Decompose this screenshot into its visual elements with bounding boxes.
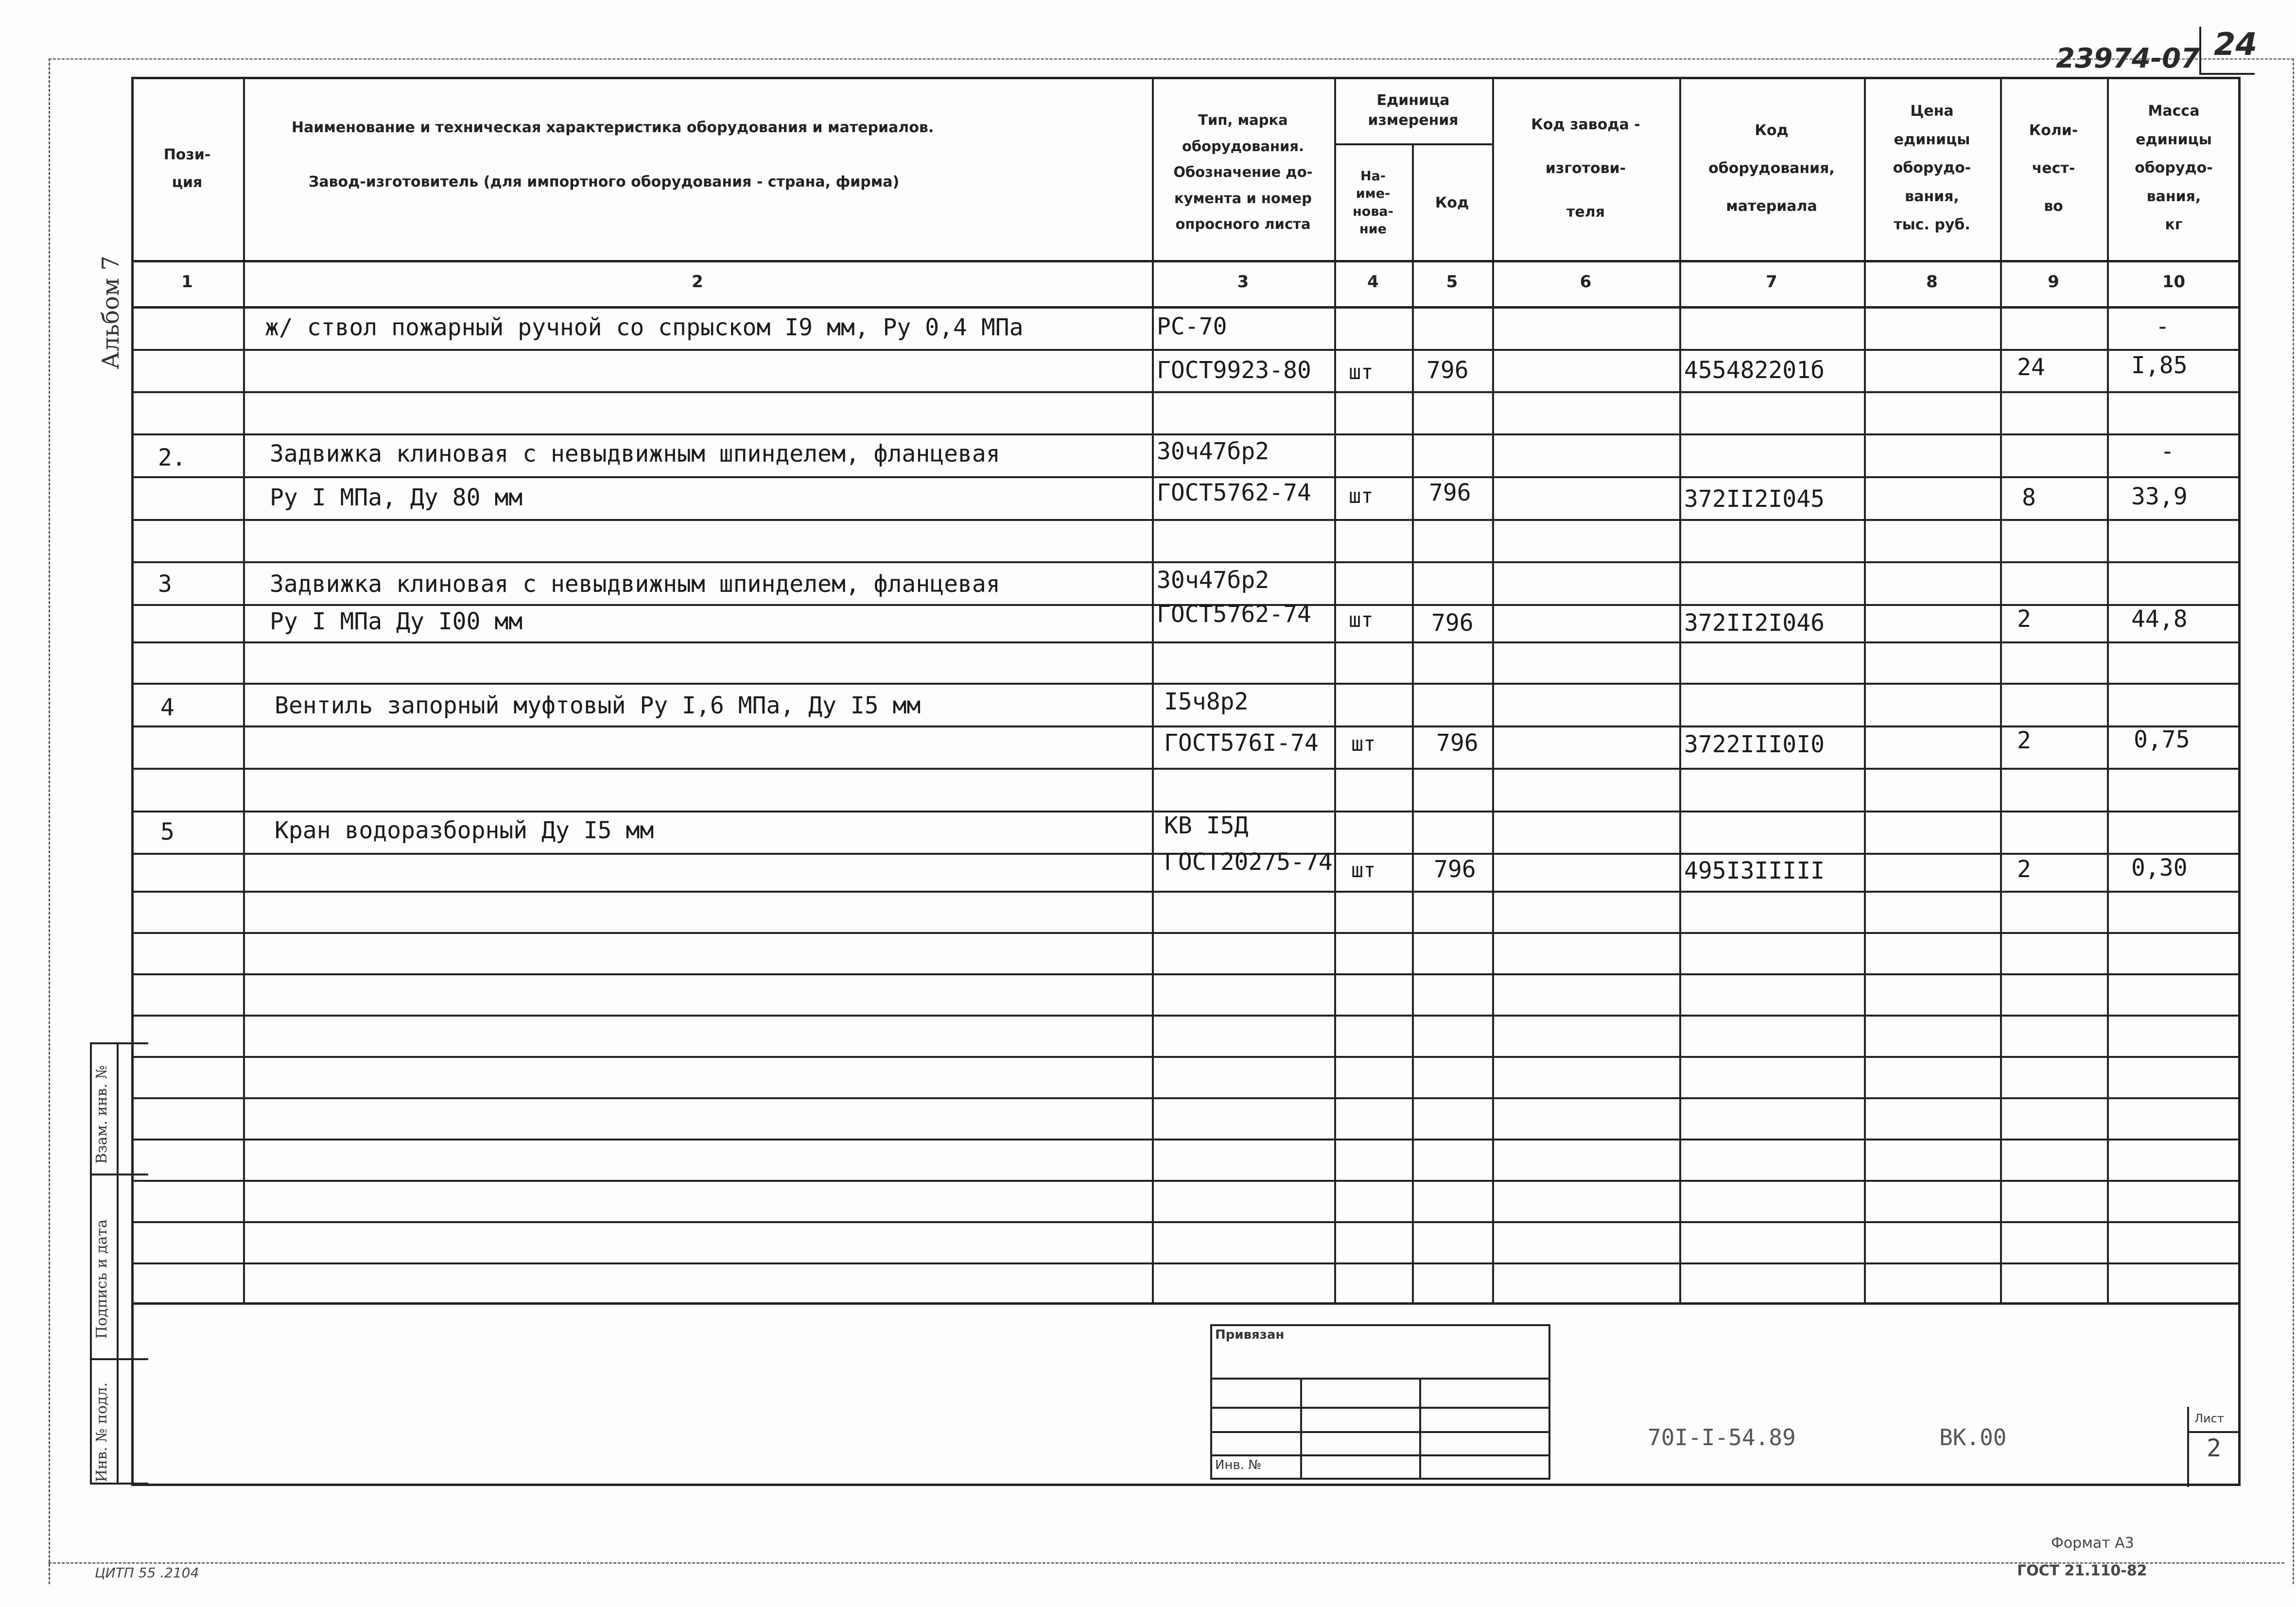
sheet-number: 2 — [2207, 1434, 2222, 1462]
row-unit-code: 796 — [1426, 357, 1469, 384]
header-name-line2: Завод-изготовитель (для импортного оборудования - страна, фирма) — [309, 173, 900, 190]
column-number-3: 3 — [1237, 272, 1249, 292]
col-line-9 — [2107, 77, 2109, 1304]
row-rule — [131, 641, 2241, 643]
privyazan-rule — [1210, 1407, 1550, 1409]
row-rule — [131, 891, 2241, 893]
header-name-line1: Наименование и техническая характеристика оборудования и материалов. — [292, 119, 934, 136]
row-quantity: 8 — [2022, 484, 2036, 511]
row-rule — [131, 1180, 2241, 1182]
header-equipment-code: Код оборудования, материала — [1708, 121, 1835, 215]
document-number: 70I-I-54.89 — [1648, 1424, 1796, 1451]
row-type: ГОСТ5762-74 — [1157, 601, 1311, 628]
row-item-name: Вентиль запорный муфтовый Ру I,6 МПа, Ду I5 мм — [275, 692, 921, 719]
sheet-box-rule — [2187, 1431, 2241, 1433]
column-number-5: 5 — [1446, 272, 1458, 292]
row-quantity: 2 — [2017, 856, 2031, 883]
row-unit-code: 796 — [1436, 729, 1478, 757]
row-type: 30ч47бр2 — [1157, 438, 1270, 465]
row-rule — [131, 433, 2241, 435]
row-equipment-code: 495I3IIIII — [1684, 857, 1825, 884]
row-rule — [131, 768, 2241, 770]
row-type: РС-70 — [1157, 313, 1227, 340]
row-item-name: Кран водоразборный Ду I5 мм — [275, 817, 654, 844]
row-position: 2. — [158, 444, 186, 471]
column-number-8: 8 — [1926, 272, 1938, 292]
privyazan-rule — [1210, 1378, 1550, 1380]
col-line-2 — [1152, 77, 1154, 1304]
row-unit: шт — [1351, 732, 1376, 756]
row-mass: I,85 — [2131, 352, 2188, 379]
sheet-box-divider — [2187, 1407, 2189, 1487]
header-unit-price: Цена единицы оборудо- вания, тыс. руб. — [1893, 103, 1971, 234]
row-position: 5 — [160, 818, 174, 846]
row-rule — [131, 519, 2241, 521]
col-line-7 — [1864, 77, 1866, 1304]
row-item-name: Задвижка клиновая с невыдвижным шпинделем, фланцевая — [270, 570, 1000, 598]
row-item-name: Ру I МПа Ду I00 мм — [270, 608, 523, 635]
row-position: 3 — [158, 570, 172, 598]
inventory-number-label: Инв. № — [1215, 1458, 1262, 1472]
row-item-name: ж/ ствол пожарный ручной со спрыском I9 мм, Ру 0,4 МПа — [265, 314, 1024, 341]
row-unit: шт — [1349, 484, 1374, 508]
column-number-4: 4 — [1367, 272, 1379, 292]
original-inventory-label: Инв. № подл. — [93, 1382, 110, 1482]
row-type: I5ч8р2 — [1164, 688, 1249, 715]
row-mass: - — [2160, 438, 2174, 465]
row-quantity: 2 — [2017, 727, 2031, 754]
col-line-1 — [243, 77, 245, 1304]
row-quantity: 24 — [2017, 354, 2045, 381]
row-item-name: Задвижка клиновая с невыдвижным шпинделем, фланцевая — [270, 440, 1000, 467]
privyazan-rule — [1210, 1431, 1550, 1433]
footer-format: Формат А3 — [2051, 1535, 2134, 1552]
row-type: ГОСТ5762-74 — [1157, 479, 1311, 506]
column-number-10: 10 — [2162, 272, 2186, 292]
row-mass: 44,8 — [2131, 605, 2188, 633]
header-position: Пози- ция — [163, 146, 211, 191]
row-mass: 0,30 — [2131, 854, 2188, 881]
archive-number: 23974-07 — [2056, 43, 2200, 74]
row-rule — [131, 391, 2241, 393]
row-item-name: Ру I МПа, Ду 80 мм — [270, 484, 523, 511]
column-number-1: 1 — [181, 272, 193, 292]
header-unit-name: На- име- нова- ние — [1353, 168, 1393, 237]
row-rule — [131, 1262, 2241, 1264]
header-unit-code: Код — [1435, 194, 1469, 211]
row-rule — [131, 726, 2241, 727]
left-stamp-rule — [90, 1174, 148, 1175]
row-mass: 0,75 — [2134, 726, 2190, 753]
column-number-6: 6 — [1580, 272, 1592, 292]
row-rule — [131, 1015, 2241, 1017]
privyazan-rule — [1210, 1454, 1550, 1456]
corner-number: 24 — [2214, 27, 2258, 63]
col-line-5 — [1492, 77, 1494, 1304]
privyazan-divider — [1300, 1378, 1302, 1480]
row-rule — [131, 476, 2241, 478]
col-line-3 — [1334, 77, 1336, 1304]
row-mass: - — [2156, 313, 2170, 340]
header-plant-code: Код завода - изготови- теля — [1531, 116, 1640, 221]
row-equipment-code: 372II2I046 — [1684, 609, 1825, 637]
row-equipment-code: 372II2I045 — [1684, 485, 1825, 513]
document-section: ВК.00 — [1939, 1424, 2007, 1451]
row-unit: шт — [1349, 608, 1374, 632]
left-stamp-divider — [117, 1042, 119, 1485]
row-unit: шт — [1349, 360, 1374, 384]
row-rule — [131, 349, 2241, 351]
row-mass: 33,9 — [2131, 483, 2188, 510]
album-label: Альбом 7 — [97, 256, 124, 369]
row-type: ГОСТ576I-74 — [1164, 729, 1319, 757]
privyazan-divider — [1419, 1378, 1421, 1480]
row-rule — [131, 1056, 2241, 1058]
row-rule — [131, 1139, 2241, 1140]
row-rule — [131, 561, 2241, 563]
column-number-9: 9 — [2048, 272, 2059, 292]
header-bottom-rule — [131, 260, 2241, 262]
signature-date-label: Подпись и дата — [93, 1219, 110, 1339]
col-line-6 — [1679, 77, 1681, 1304]
sheet-label: Лист — [2194, 1412, 2224, 1425]
privyazan-label: Привязан — [1215, 1328, 1285, 1342]
row-rule — [131, 683, 2241, 685]
privyazan-block — [1210, 1324, 1550, 1480]
header-quantity: Коли- чест- во — [2029, 121, 2078, 215]
row-rule — [131, 973, 2241, 975]
col-line-8 — [2000, 77, 2002, 1304]
row-rule — [131, 932, 2241, 934]
row-rule — [131, 1221, 2241, 1223]
column-number-2: 2 — [692, 272, 703, 292]
row-position: 4 — [160, 694, 174, 721]
row-equipment-code: 3722III0I0 — [1684, 731, 1825, 758]
header-unit-mass: Масса единицы оборудо- вания, кг — [2135, 103, 2213, 234]
row-type: КВ I5Д — [1164, 812, 1249, 839]
column-number-rule — [131, 306, 2241, 309]
header-unit-group: Единица измерения — [1368, 92, 1459, 129]
row-unit-code: 796 — [1429, 479, 1471, 506]
row-equipment-code: 455482201б — [1684, 357, 1825, 384]
row-type: ГОСТ9923-80 — [1157, 357, 1311, 384]
row-unit-code: 796 — [1434, 856, 1476, 883]
sheet-bottom-edge — [49, 1562, 2284, 1564]
row-type: ГОСТ20275-74 — [1164, 848, 1333, 876]
grid-bottom-rule — [131, 1302, 2241, 1305]
row-unit-code: 796 — [1431, 609, 1474, 637]
row-quantity: 2 — [2017, 605, 2031, 633]
row-rule — [131, 1097, 2241, 1099]
footer-left-code: ЦИТП 55 .2104 — [95, 1565, 199, 1581]
footer-standard: ГОСТ 21.110-82 — [2017, 1562, 2147, 1579]
replacement-inventory-label: Взам. инв. № — [93, 1065, 110, 1164]
row-unit: шт — [1351, 858, 1376, 882]
left-stamp-rule — [90, 1358, 148, 1360]
column-number-7: 7 — [1766, 272, 1777, 292]
row-type: 30ч47бр2 — [1157, 567, 1270, 594]
col-line-4 — [1412, 143, 1414, 1304]
header-type: Тип, марка оборудования. Обозначение до- кумента и номер опросного листа — [1173, 111, 1313, 233]
